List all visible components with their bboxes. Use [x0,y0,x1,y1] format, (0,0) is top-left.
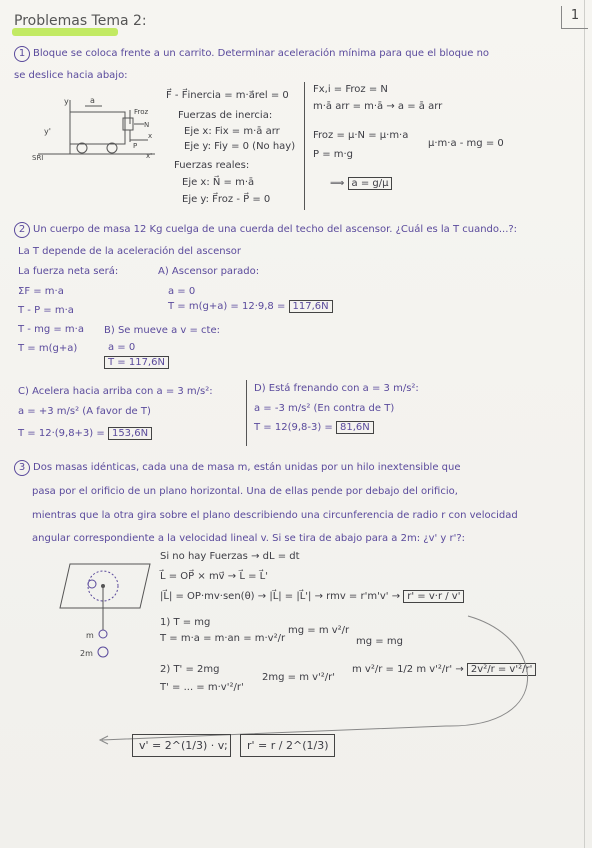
p2-case-b-result: T = 117,6N [104,356,169,369]
problem3-statement-4: angular correspondiente a la velocidad lineal v. Si se tira de abajo para a 2m: ¿v' y r'?: [32,533,466,544]
p2-case-d-result: 81,6N [336,421,374,434]
page-edge [584,0,585,848]
p1-result-arrow: ⟹ a = g/μ [330,178,392,190]
p2-case-c-line1: a = +3 m/s² (A favor de T) [18,406,151,417]
p1-right-4: P = m·g [313,149,354,160]
p3-step-2: L⃗ = OP⃗ × mv⃗ → L⃗ = L⃗' [160,571,268,582]
p2-force-intro: La fuerza neta será: [18,266,119,277]
p2-case-c-result: 153,6N [108,427,152,440]
p1-real-y: Eje y: F⃗roz - P⃗ = 0 [182,194,271,205]
problem3-number: 3 [14,460,30,476]
problem3-statement-2: pasa por el orificio de un plano horizontal. Una de ellas pende por debajo del orificio, [32,486,458,497]
p1-result: a = g/μ [348,177,393,190]
p3-case2-line: T' = ... = m·v'²/r' [160,682,244,693]
p2-case-c-heading: C) Acelera hacia arriba con a = 3 m/s²: [18,386,213,397]
p3-step-3-box: r' = v·r / v' [403,590,464,603]
p3-mid-top: mg = mg [356,636,403,647]
label-froz: Froz [134,108,149,116]
p2-sum-forces: ΣF = m·a [18,286,64,297]
p1-inertia-heading: Fuerzas de inercia: [178,110,273,121]
problem2-number: 2 [14,222,30,238]
p2-case-d-line1: a = -3 m/s² (En contra de T) [254,403,395,414]
p2-case-d-heading: D) Está frenando con a = 3 m/s²: [254,383,419,394]
problem3-statement-1: 3 Dos masas idénticas, cada una de masa m, están unidas por un hilo inextensible que [14,460,461,476]
title-highlight [12,28,118,36]
p3-case1-heading: 1) T = mg [160,617,211,628]
p2-case-d-line2: T = 12(9,8-3) = 81,6N [254,422,374,434]
p3-case2-result: 2mg = m v'²/r' [262,672,336,683]
p3-final-sep: ; [224,739,228,752]
p3-case1-line: T = m·a = m·an = m·v²/r [160,633,286,644]
p3-mid-eq: m v²/r = 1/2 m v'²/r' → 2v²/r = v'²/r' [352,664,536,676]
label-y: y [64,97,69,106]
label-sri: SRI [32,154,44,162]
p2-case-c-line2: T = 12·(9,8+3) = 153,6N [18,428,152,440]
label-x2: x' [146,152,153,160]
p1-right-5: μ·m·a - mg = 0 [428,138,504,149]
p3-final-v: v' = 2^(1/3) · v [132,734,231,757]
p3-final-r-wrap [240,740,335,752]
p1-inertia-y: Eje y: Fiy = 0 (No hay) [184,141,296,152]
p2-t-minus-mg: T - mg = m·a [18,324,84,335]
p3-final-v-wrap [132,740,231,752]
p3-final-r: r' = r / 2^(1/3) [240,734,335,757]
label-a: a [90,96,95,105]
p2-case-b-heading: B) Se mueve a v = cte: [104,325,221,336]
problem2-statement: 2 Un cuerpo de masa 12 Kg cuelga de una cuerda del techo del ascensor. ¿Cuál es la T cuando...?: [14,222,517,238]
page-title: Problemas Tema 2: [14,13,147,29]
p3-step-3: |L⃗| = OP·mv·sen(θ) → |L⃗| = |L⃗'| → rmv = r'm'v' → r' = v·r / v' [160,591,464,603]
p2-case-a-heading: A) Ascensor parado: [158,266,260,277]
p1-separator [304,82,305,210]
problem1-statement-2: se deslice hacia abajo: [14,70,128,81]
label-p: P [133,142,138,150]
p1-eq-main: F⃗ - F⃗inercia = m·a⃗rel = 0 [166,90,289,101]
p1-right-1: Fx,i = Froz = N [313,84,388,95]
p3-case2-heading: 2) T' = 2mg [160,664,220,675]
p1-right-3: Froz = μ·N = μ·m·a [313,130,409,141]
p2-t-minus-p: T - P = m·a [18,305,74,316]
label-y2: y' [44,127,51,136]
p2-case-b-line1: a = 0 [108,342,136,353]
p1-real-x: Eje x: N⃗ = m·ā [182,177,255,188]
p3-step-1: Si no hay Fuerzas → dL = dt [160,551,300,562]
p2-dependency: La T depende de la aceleración del ascensor [18,246,242,257]
p3-case1-result: mg = m v²/r [288,625,350,636]
p2-separator [246,380,247,446]
label-2m: 2m [80,649,93,658]
p2-case-a-line1: a = 0 [168,286,196,297]
p1-real-heading: Fuerzas reales: [174,160,250,171]
page-number: 1 [561,6,588,29]
p2-t-formula: T = m(g+a) [18,343,78,354]
label-n: N [144,121,150,129]
problem1-statement-1: 1 Bloque se coloca frente a un carrito. Determinar aceleración mínima para que el bloque no [14,46,489,62]
p1-inertia-x: Eje x: Fix = m·ā arr [184,126,280,137]
p2-case-a-line2: T = m(g+a) = 12·9,8 = 117,6N [168,301,333,313]
p2-case-a-result: 117,6N [289,300,333,313]
problem1-number: 1 [14,46,30,62]
label-x: x [148,132,153,140]
p3-mid-box: 2v²/r = v'²/r' [467,663,536,676]
p2-case-b-result-wrap [104,357,169,369]
problem3-statement-3: mientras que la otra gira sobre el plano describiendo una circunferencia de radio r con velocidad [32,510,518,521]
label-m: m [86,631,94,640]
p1-right-2: m·ā arr = m·ā → a = ā arr [313,101,443,112]
cart-diagram [30,92,160,164]
